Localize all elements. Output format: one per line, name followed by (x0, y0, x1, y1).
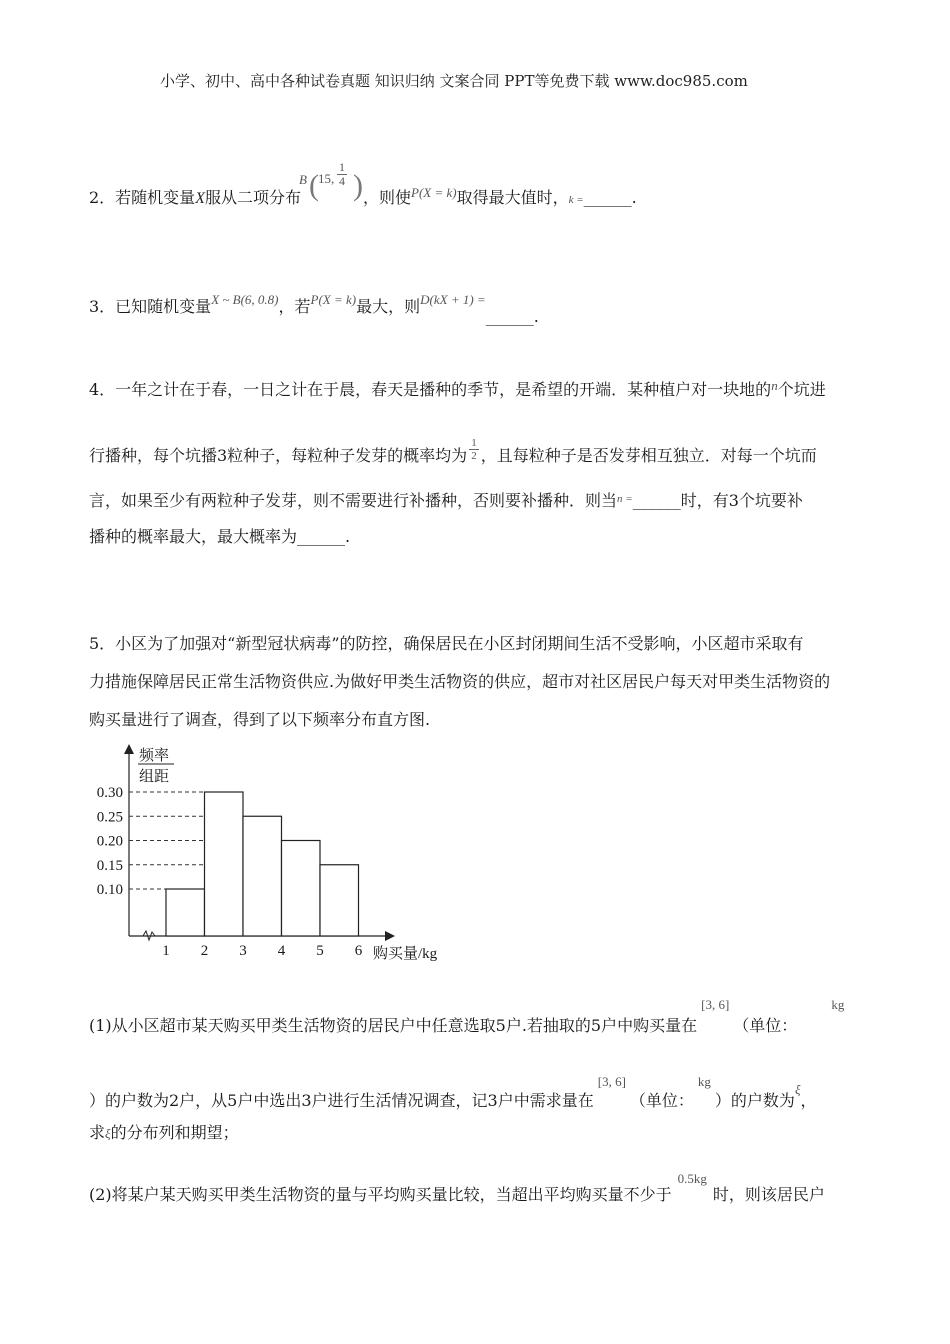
y-label-bottom: 组距 (139, 769, 170, 785)
x-axis-arrow (385, 931, 395, 941)
question-3 (89, 290, 539, 327)
q3-text-a: 3．已知随机变量 (89, 297, 212, 316)
y-tick-label: 0.10 (96, 882, 123, 898)
x-tick-label: 4 (277, 943, 286, 959)
q5-part1-line-3: 求ξ的分布列和期望； (89, 1123, 239, 1142)
q4-line-2: 行播种，每个坑播3粒种子，每粒种子发芽的概率均为 $\frac{1}{2}$ ，且每粒种子是否发芽相互独立．对每一个坑而 (89, 437, 817, 465)
histogram-bar (205, 792, 244, 936)
q4-n: n (771, 378, 778, 393)
histogram-bar (243, 816, 282, 936)
q2-pxk: P(X = k) (411, 185, 457, 200)
x-tick-label: 2 (200, 943, 209, 959)
q5-unit-1: kg (831, 997, 845, 1012)
q2-n: 15, (317, 171, 335, 186)
y-tick-label: 0.20 (96, 833, 123, 850)
page-header: 小学、初中、高中各种试卷真题 知识归纳 文案合同 PPT等免费下载 www.doc985.com (160, 72, 748, 90)
q5-part2-line-1: (2)将某户某天购买甲类生活物资的量与平均购买量比较，当超出平均购买量不少于0.5kg时，则该居民户 (89, 1171, 825, 1204)
q2-var: X (195, 190, 205, 207)
q5-unit-2: kg (697, 1074, 711, 1089)
q5-part1-line-1: (1)从小区超市某天购买甲类生活物资的居民户中任意选取5户.若抽取的5户中购买量在[3, 6]（单位：kg (89, 997, 845, 1035)
q5-line-2: 力措施保障居民正常生活物资供应.为做好甲类生活物资的供应，超市对社区居民户每天对甲类生活物资的 (89, 672, 831, 691)
x-tick-label: 6 (354, 943, 363, 959)
q2-k: k = (568, 194, 584, 206)
y-tick-label: 0.25 (96, 809, 123, 826)
q4-n-eq: n = (617, 493, 633, 505)
q2-text-b: 服从二项分布 (204, 188, 301, 207)
y-axis-arrow (124, 744, 134, 754)
q2-text-d: 取得最大值时， (456, 188, 569, 207)
q5-line-1: 5．小区为了加强对“新型冠状病毒”的防控，确保居民在小区封闭期间生活不受影响，小区超市采取有 (89, 634, 804, 653)
q5-xi-2: ξ (105, 1126, 111, 1141)
x-axis-label: 购买量/kg (373, 946, 438, 962)
q3-text-b: ，若 (278, 297, 311, 316)
y-label-top: 频率 (139, 748, 170, 764)
q2-blank: ______. (583, 188, 637, 207)
q5-interval-1: [3, 6] (701, 997, 730, 1012)
q2-fraction: $\frac{1}{4}$ (338, 160, 345, 188)
x-tick-label: 3 (239, 943, 247, 959)
q3-dist: X ~ B(6, 0.8) (211, 292, 279, 307)
q2-B: B (298, 172, 307, 187)
q2-text-a: 2．若随机变量 (89, 188, 196, 207)
q5-part1-line-2: ）的户数为2户，从5户中选出3户进行生活情况调查，记3户中需求量在[3, 6]（单位：kg）的户数为ξ， (89, 1074, 817, 1110)
q4-line-3: 言，如果至少有两粒种子发芽，则不需要进行补播种，否则要补播种．则当$^{n =}$______时，有3个坑要补 (89, 491, 803, 510)
histogram-bar (320, 865, 359, 936)
q3-blank: ______. (485, 307, 539, 326)
q3-pxk: P(X = k) (310, 292, 357, 307)
q5-line-3: 购买量进行了调查，得到了以下频率分布直方图. (89, 710, 431, 729)
histogram-bar (282, 841, 321, 937)
q2-binomial: B ( 15, $\frac{1}{4}$ ) (298, 160, 363, 202)
q2-text-c: ，则使 (362, 188, 411, 207)
q4-line-4: 播种的概率最大，最大概率为______. (89, 527, 351, 546)
q4-fraction: $\frac{1}{2}$ (471, 437, 477, 462)
y-tick-label: 0.15 (96, 857, 123, 874)
histogram-bar (166, 889, 205, 936)
x-tick-label: 5 (316, 943, 324, 959)
q4-line-1: 4．一年之计在于春，一日之计在于晨，春天是播种的季节，是希望的开端．某种植户对一块地的$^n$个坑进 (89, 378, 826, 399)
q3-text-c: 最大，则 (356, 297, 421, 316)
histogram-chart (85, 740, 465, 970)
question-2 (89, 160, 637, 210)
q5-interval-2: [3, 6] (597, 1074, 626, 1089)
q3-dvar: D(kX + 1) = (420, 292, 486, 307)
y-tick-label: 0.30 (96, 785, 123, 801)
q5-xi-1: ξ (794, 1082, 801, 1097)
q5-amount: 0.5kg (677, 1171, 707, 1186)
x-tick-label: 1 (162, 943, 170, 959)
